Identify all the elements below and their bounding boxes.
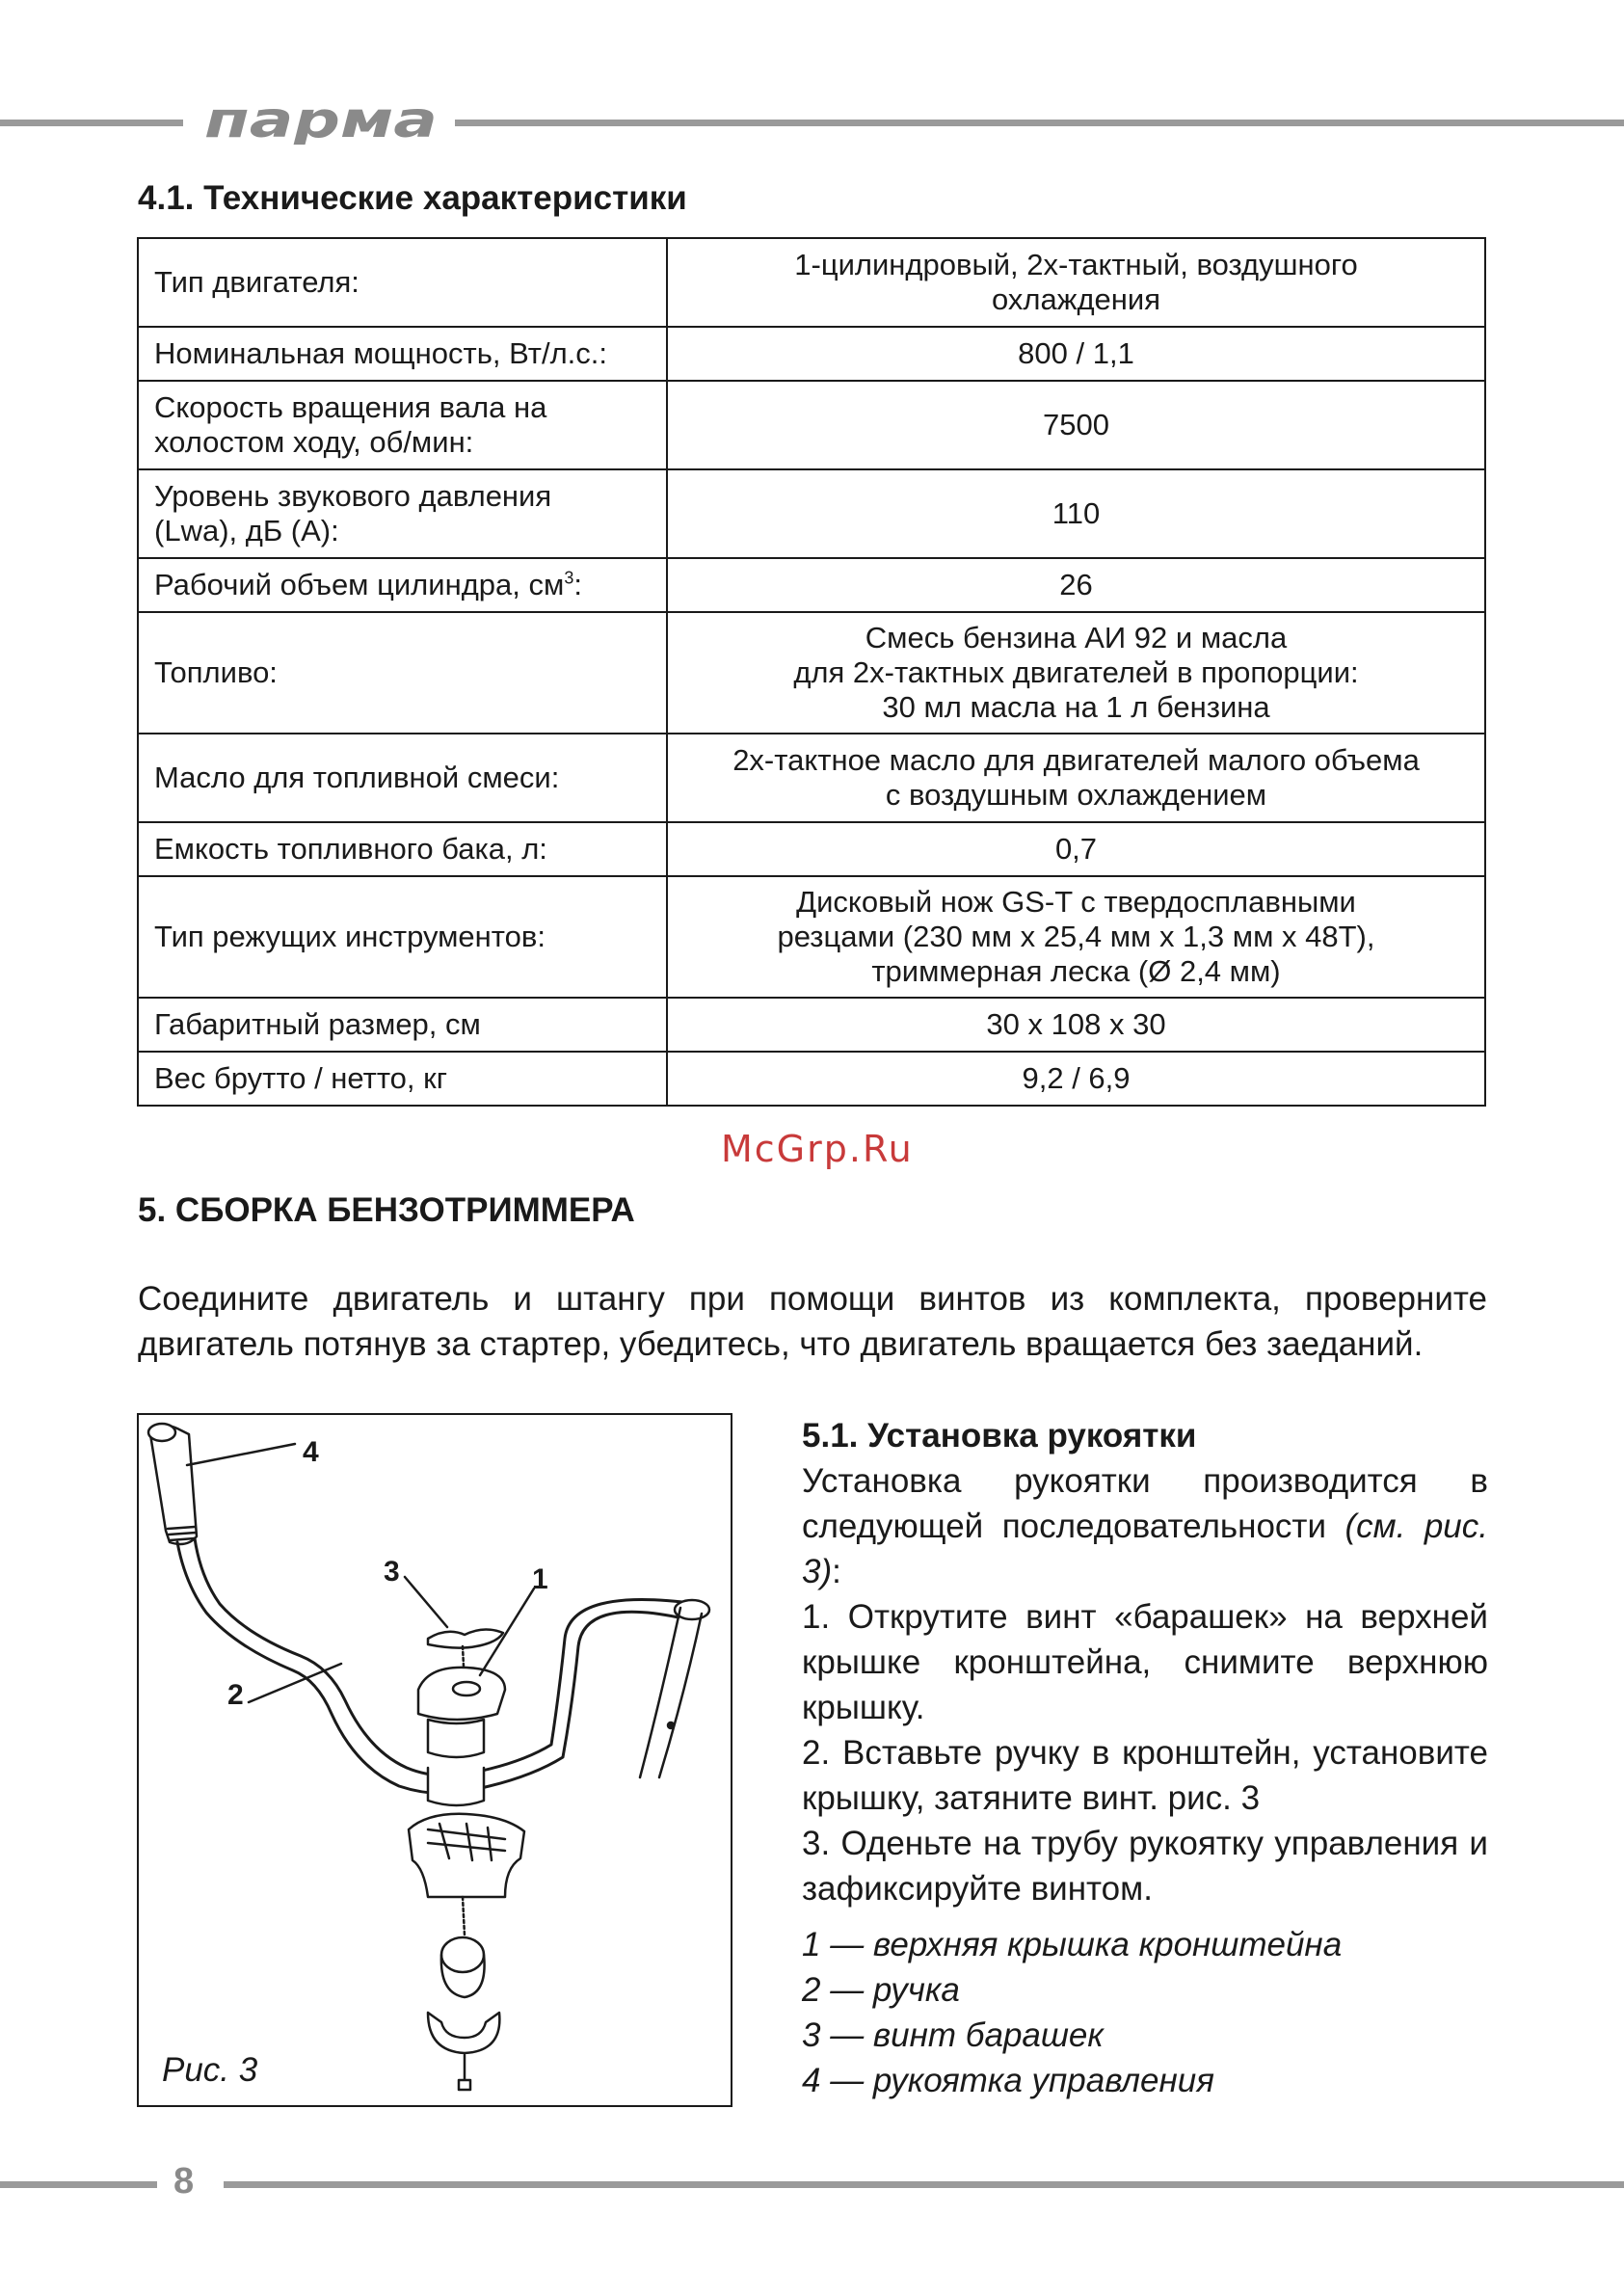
spec-value: 9,2 / 6,9 (667, 1052, 1485, 1106)
connector-line (463, 1897, 465, 1936)
watermark: McGrp.Ru (721, 1128, 914, 1170)
spec-row (138, 822, 1485, 876)
ring-clamp-drawing (441, 1937, 485, 1997)
upper-cover-drawing (418, 1668, 505, 1720)
legend-item-1: 1 — верхняя крышка кронштейна (802, 1926, 1343, 1963)
spec-key-text: Масло для топливной смеси: (154, 761, 560, 794)
spec-key-text: Топливо: (154, 655, 278, 689)
legend-item-4: 4 — рукоятка управления (802, 2062, 1214, 2099)
callout-1: 1 (532, 1563, 548, 1595)
header-rule-left (0, 120, 183, 126)
step-1: 1. Открутите винт «барашек» на верхней крышке кронштейна, снимите верхнюю крышку. (802, 1598, 1488, 1726)
spec-row (138, 612, 1485, 734)
figure-reference: (см. рис. 3) (802, 1508, 1488, 1590)
spec-key-text: Емкость топливного бака, л: (154, 832, 547, 866)
handle-section-title: 5.1. Установка рукоятки (802, 1417, 1197, 1455)
spec-value: 1-цилиндровый, 2х-тактный, воздушного охлаждения (667, 238, 1485, 327)
spec-key (138, 734, 667, 822)
spec-key (138, 1052, 667, 1106)
spec-key-text: Вес брутто / нетто, кг (154, 1061, 448, 1095)
spec-key-text: Тип режущих инструментов: (154, 920, 546, 953)
spec-key (138, 238, 667, 327)
spec-row (138, 381, 1485, 469)
spec-section-title: 4.1. Технические характеристики (138, 179, 687, 217)
leader-line-4 (187, 1444, 295, 1465)
legend-item-3: 3 — винт барашек (802, 2016, 1104, 2054)
spec-table-body (138, 238, 1485, 1106)
spec-value: 30 х 108 х 30 (667, 998, 1485, 1052)
step-2: 2. Вставьте ручку в кронштейн, установите крышку, затяните винт. рис. 3 (802, 1734, 1488, 1817)
spec-row (138, 1052, 1485, 1106)
spec-table (137, 237, 1486, 1107)
spec-row (138, 238, 1485, 327)
handle-intro-colon: : (832, 1553, 841, 1590)
callout-3: 3 (384, 1556, 400, 1588)
spec-key-text: Скорость вращения вала на холостом ходу, об/мин: (154, 390, 547, 459)
spec-key (138, 876, 667, 998)
page-number: 8 (173, 2161, 195, 2202)
spec-key-text: Габаритный размер, см (154, 1007, 481, 1041)
spec-row (138, 734, 1485, 822)
lower-half-clamp-drawing (428, 2013, 499, 2053)
spec-row (138, 876, 1485, 998)
spec-key (138, 822, 667, 876)
callout-4: 4 (303, 1436, 319, 1468)
spec-value: 110 (667, 469, 1485, 558)
logo-wordmark (202, 96, 441, 145)
spec-key (138, 381, 667, 469)
spec-value: Смесь бензина АИ 92 и масла для 2х-тактных двигателей в пропорции: 30 мл масла на 1 л бензина (667, 612, 1485, 734)
spec-key-text: Рабочий объем цилиндра, см (154, 568, 565, 601)
spec-key (138, 558, 667, 612)
header-rule-right (455, 120, 1624, 126)
spec-row (138, 558, 1485, 612)
spec-key-suffix: : (573, 568, 582, 601)
bracket-drawing (409, 1814, 524, 1897)
assembly-section-title: 5. СБОРКА БЕНЗОТРИММЕРА (138, 1191, 635, 1229)
spec-value: Дисковый нож GS-T с твердосплавными резцами (230 мм х 25,4 мм х 1,3 мм х 48Т), триммерная леска (Ø 2,4 мм) (667, 876, 1485, 998)
tube-end-drawing (640, 1600, 709, 1777)
clamp-lower-drawing (428, 1768, 484, 1805)
handle-tube-drawing (177, 1542, 679, 1794)
spec-row (138, 998, 1485, 1052)
step-3: 3. Оденьте на трубу рукоятку управления и зафиксируйте винтом. (802, 1825, 1488, 1908)
logo-text: парма (204, 96, 438, 145)
spec-key-text: Уровень звукового давления (Lwa), дБ (А): (154, 479, 552, 547)
spec-value: 0,7 (667, 822, 1485, 876)
footer-rule-right (224, 2181, 1624, 2188)
handle-instructions (802, 1458, 1488, 1911)
legend-item-2: 2 — ручка (802, 1971, 960, 2009)
control-grip-drawing (148, 1424, 197, 1544)
clamp-upper-drawing (428, 1720, 484, 1757)
footer-rule-left (0, 2181, 157, 2188)
spec-key (138, 612, 667, 734)
spec-row (138, 327, 1485, 381)
spec-key (138, 998, 667, 1052)
spec-key (138, 327, 667, 381)
leader-line-3 (405, 1577, 447, 1627)
spec-value: 26 (667, 558, 1485, 612)
bolt-drawing (459, 2055, 470, 2090)
spec-key (138, 469, 667, 558)
spec-key-text: Тип двигателя: (154, 265, 359, 299)
spec-row (138, 469, 1485, 558)
figure-3 (137, 1413, 732, 2107)
brand-logo (202, 96, 441, 145)
leader-line-2 (249, 1664, 341, 1702)
spec-value: 2х-тактное масло для двигателей малого объема с воздушным охлаждением (667, 734, 1485, 822)
spec-key-text: Номинальная мощность, Вт/л.с.: (154, 336, 607, 370)
spec-value: 800 / 1,1 (667, 327, 1485, 381)
spec-key-superscript: 3 (564, 568, 574, 588)
figure-caption: Рис. 3 (162, 2051, 258, 2089)
handle-intro (802, 1462, 1488, 1590)
callout-2: 2 (227, 1679, 244, 1711)
handle-assembly-drawing (139, 1415, 731, 2105)
assembly-intro-paragraph: Соедините двигатель и штангу при помощи винтов из комплекта, проверните двигатель потянув за стартер, убедитесь, что двигатель вращается без заеданий. (138, 1280, 1487, 1363)
handle-intro-text: Установка рукоятки производится в следующей последовательности (802, 1462, 1488, 1545)
spec-value: 7500 (667, 381, 1485, 469)
